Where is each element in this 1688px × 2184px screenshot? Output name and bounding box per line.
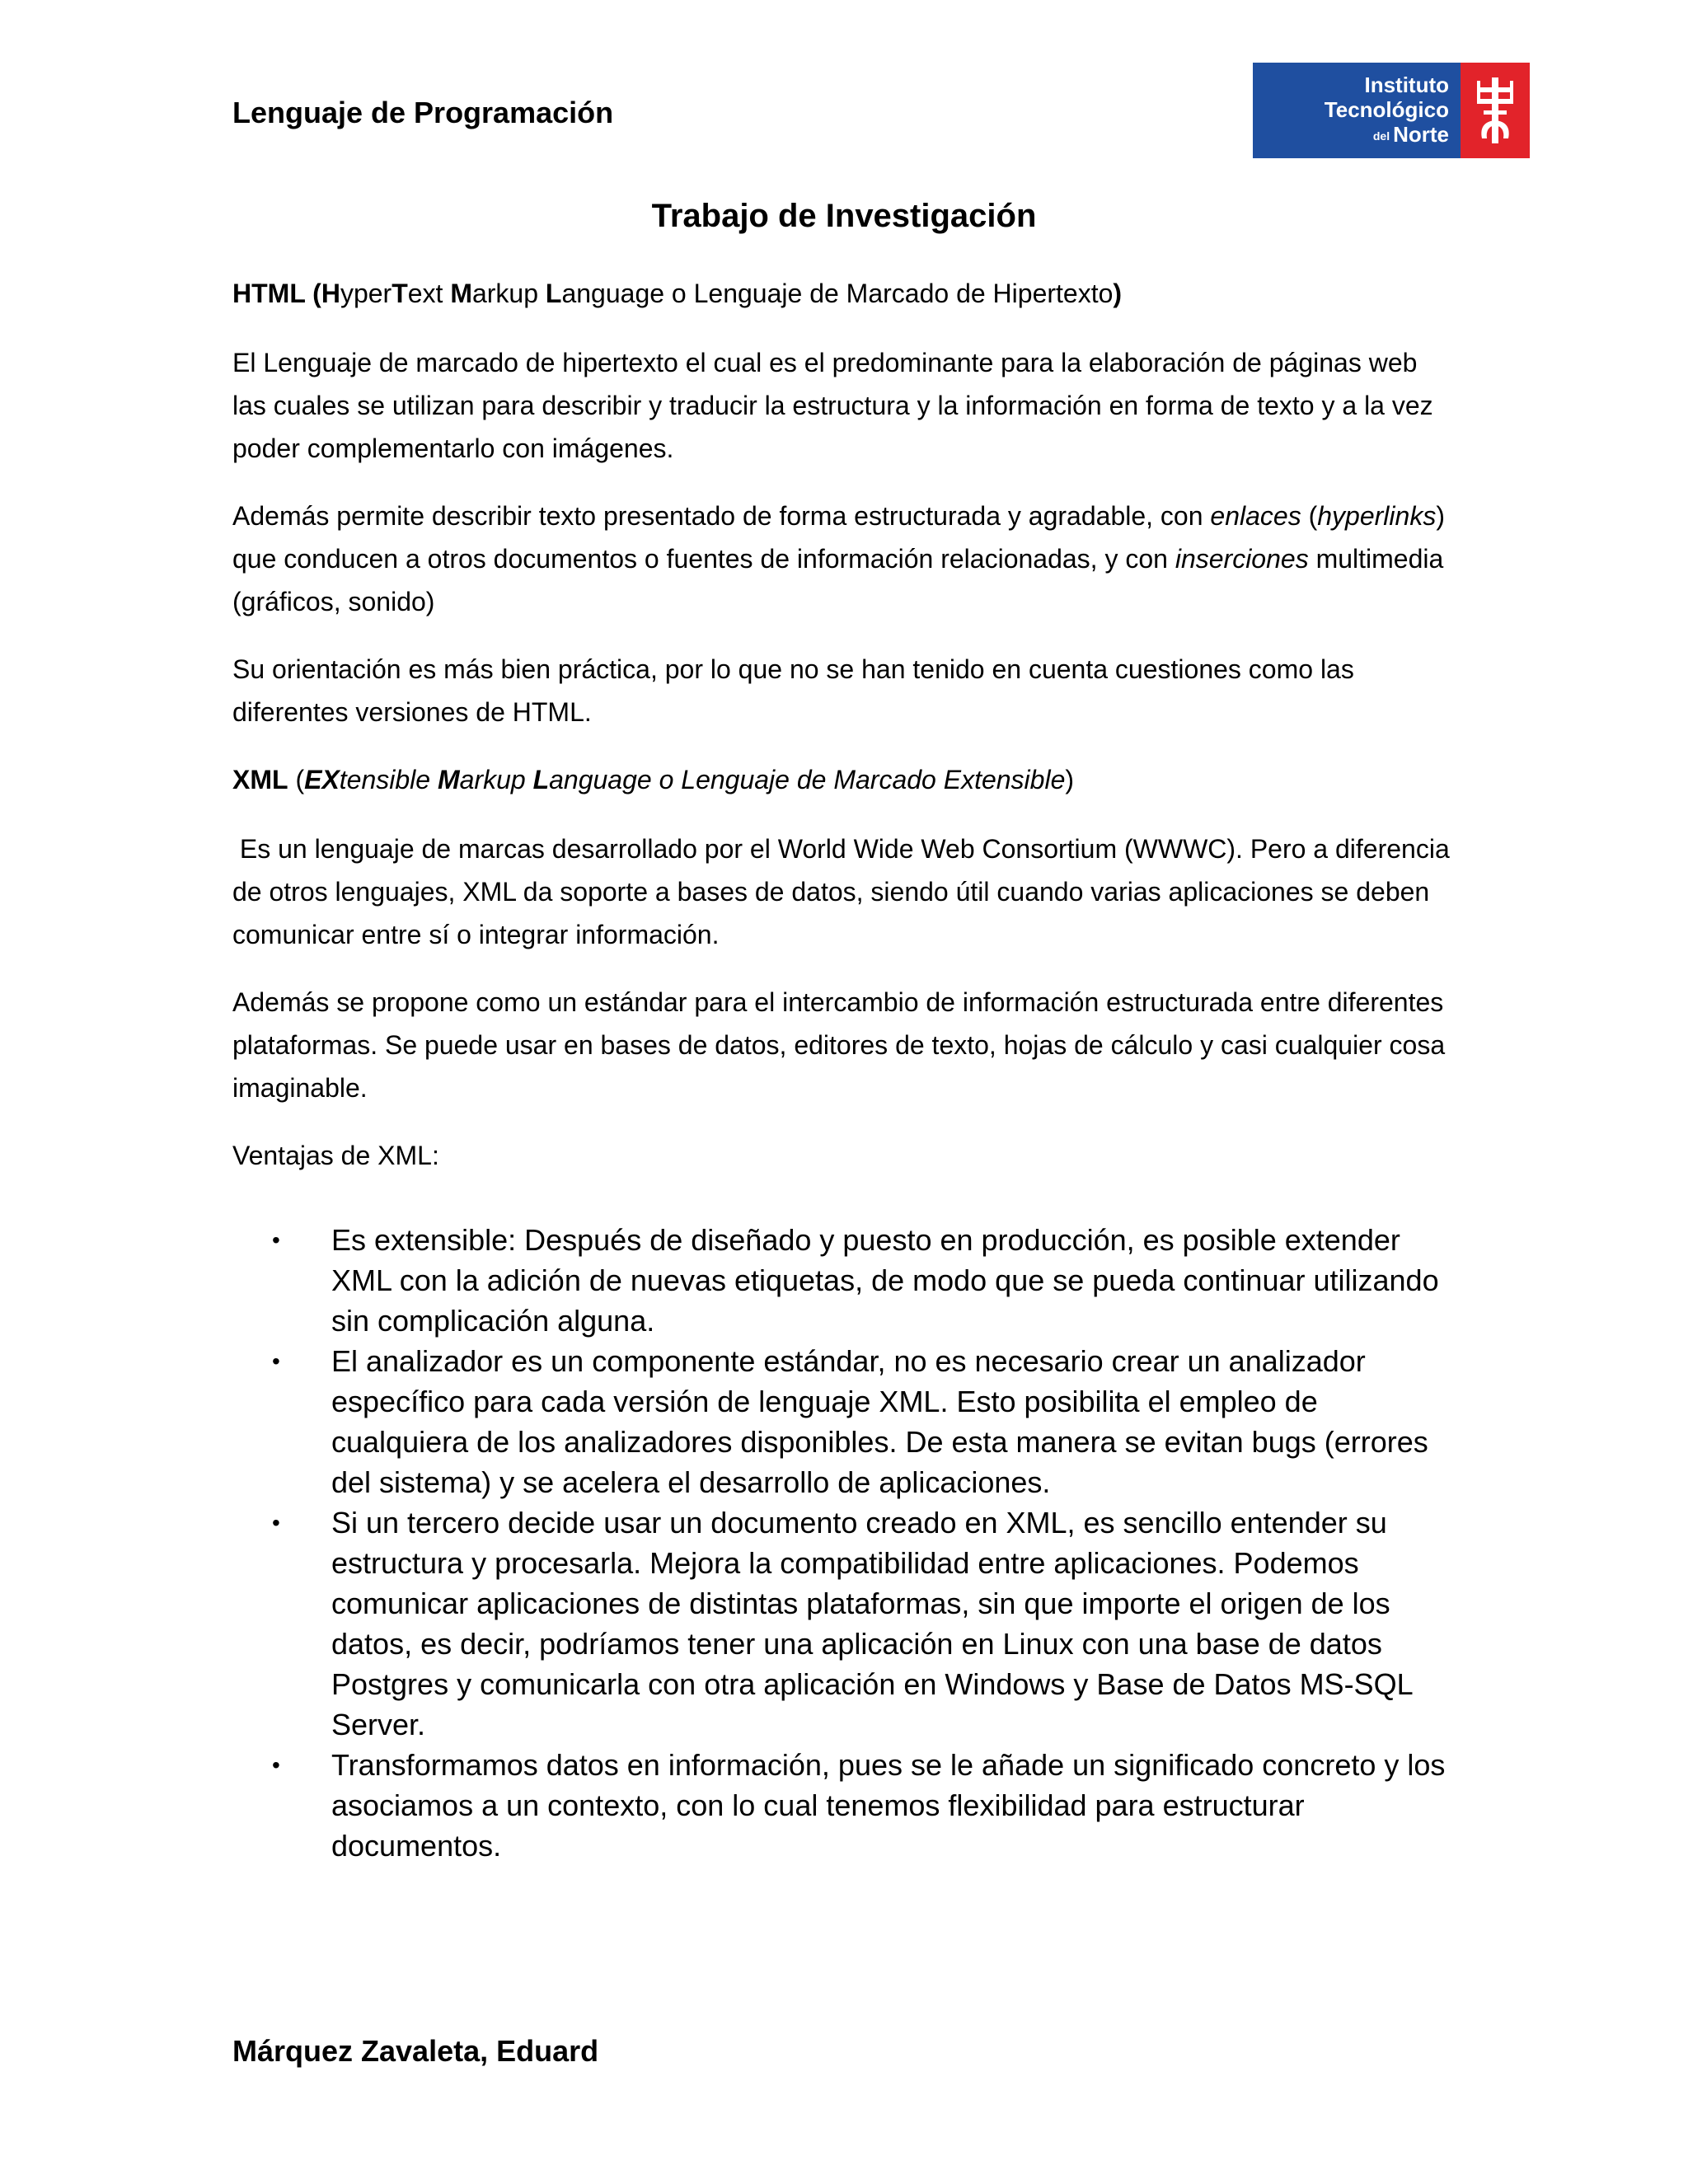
list-item: • El analizador es un componente estándar, no es necesario crear un analizador específico para cada versión de lenguaje XML. Esto posibilita el empleo de cualquiera de los analizadores disponibles. De esta manera se evitan bugs (errores del sistema) y se acelera el desarrollo de aplicaciones. [272,1341,1459,1502]
html-paragraph-1: El Lenguaje de marcado de hipertexto el cual es el predominante para la elaboración de páginas web las cuales se utilizan para describir y traducir la estructura y la información en forma de texto y a la vez poder complementarlo con imágenes. [232,348,1433,463]
footer-author: Márquez Zavaleta, Eduard [232,2034,599,2068]
list-item: • Transformamos datos en información, pues se le añade un significado concreto y los asociamos a un contexto, con lo cual tenemos flexibilidad para estructurar documentos. [272,1745,1459,1866]
html-paragraph-3: Su orientación es más bien práctica, por lo que no se han tenido en cuenta cuestiones como las diferentes versiones de HTML. [232,654,1354,727]
xml-paragraph-2: Además se propone como un estándar para el intercambio de información estructurada entre diferentes plataformas. Se puede usar en bases de datos, editores de texto, hojas de cálculo y casi cualquier cosa imaginable. [232,987,1446,1103]
logo-emblem [1461,63,1530,158]
document-title: Trabajo de Investigación [651,198,1037,234]
bullet-icon: • [272,1348,280,1374]
logo-line-1: Instituto [1364,73,1449,97]
list-item: • Es extensible: Después de diseñado y puesto en producción, es posible extender XML con la adición de nuevas etiquetas, de modo que se pueda continuar utilizando sin complicación alguna. [272,1220,1459,1341]
logo-line-3 [1253,122,1449,148]
logo-line-2: Tecnológico [1324,97,1449,122]
institution-logo [1253,63,1530,158]
ventajas-list [272,1220,1459,1866]
bullet-icon: • [272,1227,280,1253]
html-heading: HTML (HyperText Markup Language o Lenguaje de Marcado de Hipertexto) [232,279,1123,308]
bullet-icon: • [272,1752,280,1778]
logo-line-3-main: Norte [1393,122,1449,147]
list-item: • Si un tercero decide usar un documento creado en XML, es sencillo entender su estructura y procesarla. Mejora la compatibilidad entre aplicaciones. Podemos comunicar aplicaciones de distintas plataformas, sin que importe el origen de los datos, es decir, podríamos tener una aplicación en Linux con una base de datos Postgres y comunicarla con otra aplicación en Windows y Base de Datos MS-SQL Server. [272,1502,1459,1745]
bullet-icon: • [272,1510,280,1535]
ventajas-label: Ventajas de XML: [232,1141,439,1170]
xml-paragraph-1: Es un lenguaje de marcas desarrollado por el World Wide Web Consortium (WWWC). Pero a diferencia de otros lenguajes, XML da soporte a bases de datos, siendo útil cuando varias aplicaciones se deben comunicar entre sí o integrar información. [232,834,1457,949]
logo-line-3-small: del [1372,129,1390,143]
header-title: Lenguaje de Programación [232,96,614,129]
cross-emblem-icon [1470,71,1520,150]
xml-heading: XML (EXtensible Markup Language o Lenguaje de Marcado Extensible) [232,765,1075,794]
html-paragraph-2: Además permite describir texto presentado de forma estructurada y agradable, con enlaces (hyperlinks) que conducen a otros documentos o fuentes de información relacionadas, y con inserciones multimedia (gráficos, sonido) [232,501,1445,616]
logo-text-block [1253,63,1461,158]
